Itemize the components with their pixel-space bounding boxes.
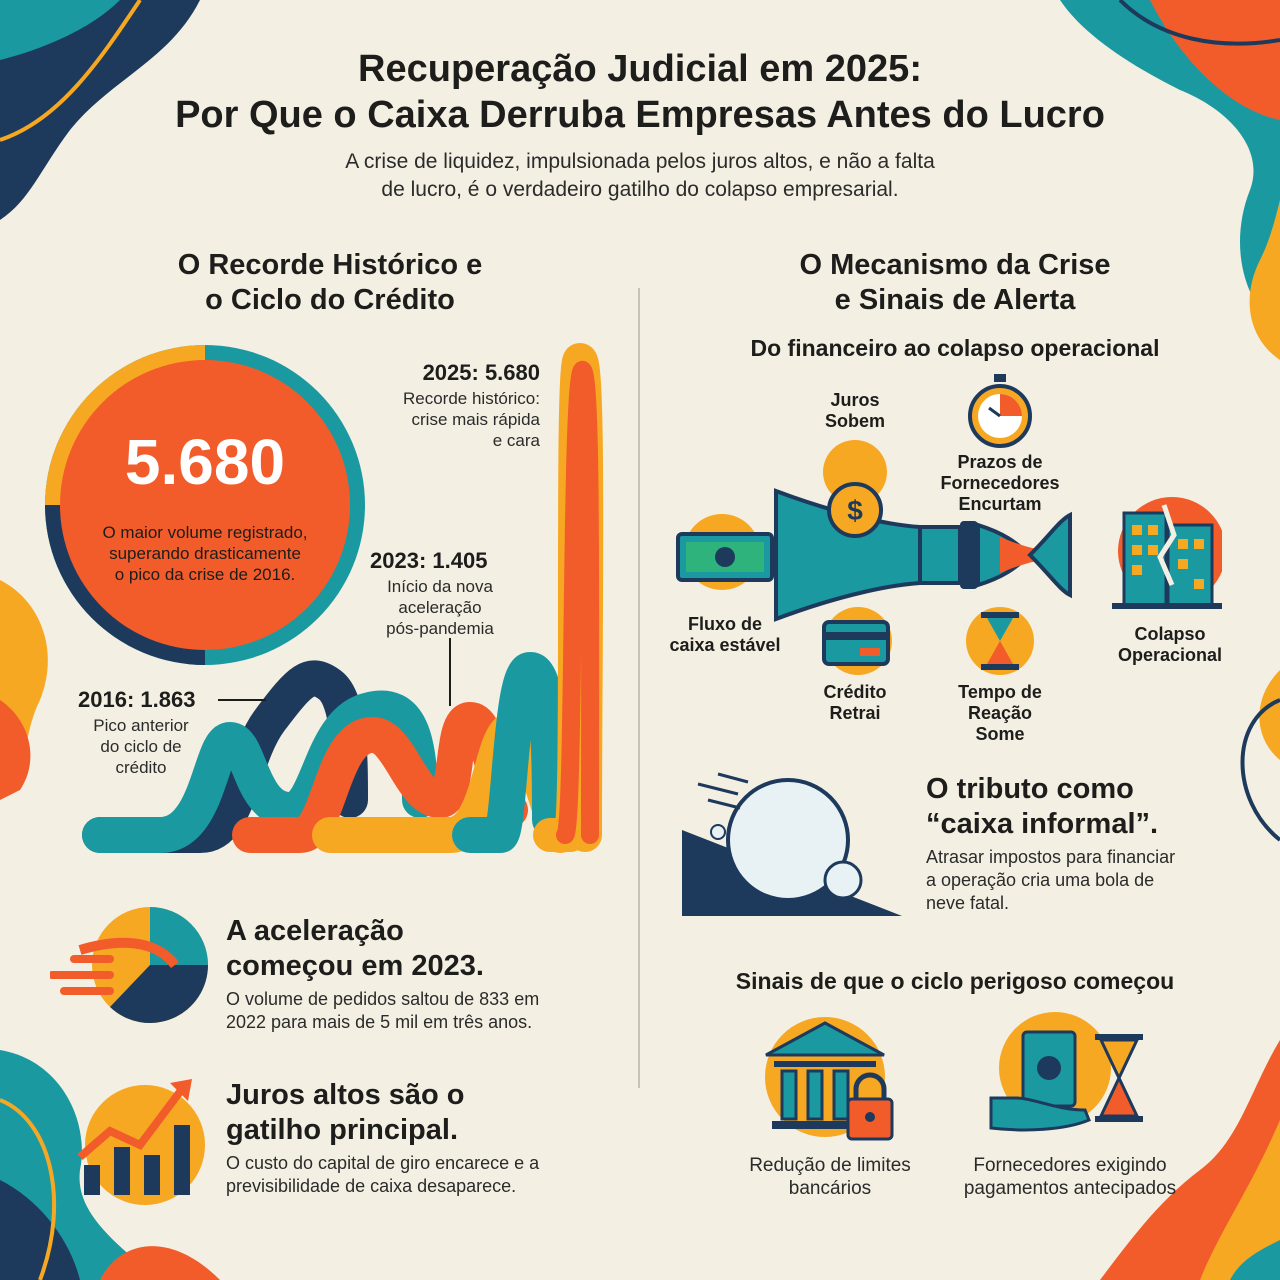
hourglass-icon xyxy=(965,604,1035,678)
tributo-title xyxy=(926,772,1246,842)
title-line: gatilho principal. xyxy=(226,1114,459,1146)
text-line: Fornecedores exigindo xyxy=(973,1155,1167,1176)
coin-icon xyxy=(815,440,895,540)
sinal-fornecedores xyxy=(945,1154,1195,1200)
note-2016 xyxy=(76,715,206,778)
callout-2023: 2023: 1.405 xyxy=(370,548,488,573)
subtitle-line: A crise de liquidez, impulsionada pelos juros altos, e não a falta xyxy=(345,150,935,173)
text-line: Redução de limites xyxy=(749,1155,911,1176)
label-tempo xyxy=(930,682,1070,745)
title-line: Recuperação Judicial em 2025: xyxy=(358,48,922,90)
title-line: O tributo como xyxy=(926,773,1134,805)
acceleration-text xyxy=(226,988,626,1034)
text-line: a operação cria uma bola de xyxy=(926,870,1155,890)
right-heading xyxy=(740,248,1170,318)
label-line: Retrai xyxy=(829,703,881,723)
label-line: Some xyxy=(975,724,1025,744)
title-line: começou em 2023. xyxy=(226,950,484,982)
note-line: Pico anterior xyxy=(93,716,189,735)
title-line: A aceleração xyxy=(226,915,404,947)
note-line: do ciclo de xyxy=(100,737,182,756)
label-line: Fluxo de xyxy=(687,614,762,634)
heading-line: O Mecanismo da Crise xyxy=(799,249,1111,281)
cash-hand-hourglass-icon xyxy=(985,1010,1155,1150)
text-line: O custo do capital de giro encarece e a xyxy=(226,1153,540,1173)
note-line: Recorde histórico: xyxy=(402,389,540,408)
snowball-icon xyxy=(678,770,908,920)
juros-title xyxy=(226,1078,606,1148)
text-line: neve fatal. xyxy=(926,893,1010,913)
label-line: Reação xyxy=(967,703,1033,723)
note-line: e cara xyxy=(492,431,540,450)
text-line: Atrasar impostos para financiar xyxy=(926,847,1176,867)
title-line: “caixa informal”. xyxy=(926,808,1159,840)
credit-card-icon xyxy=(818,606,898,676)
text-line: O volume de pedidos saltou de 833 em xyxy=(226,989,540,1009)
note-2023 xyxy=(370,576,510,639)
left-heading xyxy=(130,248,530,318)
label-credito xyxy=(805,682,905,724)
cash-bill-icon xyxy=(672,512,782,592)
page-subtitle xyxy=(240,148,1040,204)
sinais-heading: Sinais de que o ciclo perigoso começou xyxy=(735,968,1175,994)
ribbon-record-orange xyxy=(565,370,590,835)
record-text-line: o pico da crise de 2016. xyxy=(114,565,296,584)
title-line: Por Que o Caixa Derruba Empresas Antes do Lucro xyxy=(175,94,1105,136)
note-line: pós-pandemia xyxy=(386,619,494,638)
text-line: pagamentos antecipados xyxy=(963,1178,1177,1199)
title-line: Juros altos são o xyxy=(226,1079,465,1111)
label-prazos xyxy=(920,452,1080,515)
label-line: Tempo de xyxy=(958,682,1042,702)
tributo-text xyxy=(926,846,1246,915)
collapsed-building-icon xyxy=(1112,495,1222,615)
text-line: previsibilidade de caixa desaparece. xyxy=(226,1176,517,1196)
record-text-line: superando drasticamente xyxy=(109,544,301,563)
label-line: Colapso xyxy=(1134,624,1206,644)
juros-text xyxy=(226,1152,626,1198)
stopwatch-icon xyxy=(965,374,1035,448)
label-colapso xyxy=(1100,624,1240,666)
heading-line: o Ciclo do Crédito xyxy=(205,284,455,316)
heading-line: O Recorde Histórico e xyxy=(177,249,483,281)
bank-lock-icon xyxy=(760,1015,900,1145)
note-line: aceleração xyxy=(398,598,482,617)
column-divider xyxy=(638,288,640,1088)
heading-line: e Sinais de Alerta xyxy=(834,284,1076,316)
text-line: bancários xyxy=(788,1178,872,1199)
label-line: Fornecedores xyxy=(940,473,1060,493)
callout-2016: 2016: 1.863 xyxy=(78,687,196,712)
label-fluxo xyxy=(655,614,795,656)
label-line: Crédito xyxy=(823,682,887,702)
acceleration-title xyxy=(226,914,606,984)
callout-2025: 2025: 5.680 xyxy=(422,360,540,385)
text-line: 2022 para mais de 5 mil em três anos. xyxy=(226,1012,533,1032)
mechanism-subheading: Do financeiro ao colapso operacional xyxy=(750,335,1160,361)
label-juros-sobem xyxy=(805,390,905,432)
sinal-reducao xyxy=(720,1154,940,1200)
note-line: Início da nova xyxy=(387,577,493,596)
note-line: crise mais rápida xyxy=(411,410,540,429)
label-line: Prazos de xyxy=(957,452,1043,472)
note-2025 xyxy=(380,388,540,451)
rising-chart-icon xyxy=(70,1075,220,1205)
record-text-line: O maior volume registrado, xyxy=(102,523,308,542)
acceleration-pie-icon xyxy=(50,905,210,1025)
label-line: Sobem xyxy=(824,411,885,431)
page-title xyxy=(100,46,1180,138)
label-line: Operacional xyxy=(1117,645,1223,665)
label-line: Juros xyxy=(830,390,880,410)
record-value: 5.680 xyxy=(124,426,286,498)
svg-text:$: $ xyxy=(847,495,863,526)
subtitle-line: de lucro, é o verdadeiro gatilho do colapso empresarial. xyxy=(381,178,899,201)
note-line: crédito xyxy=(115,758,167,777)
label-line: caixa estável xyxy=(669,635,781,655)
label-line: Encurtam xyxy=(958,494,1042,514)
